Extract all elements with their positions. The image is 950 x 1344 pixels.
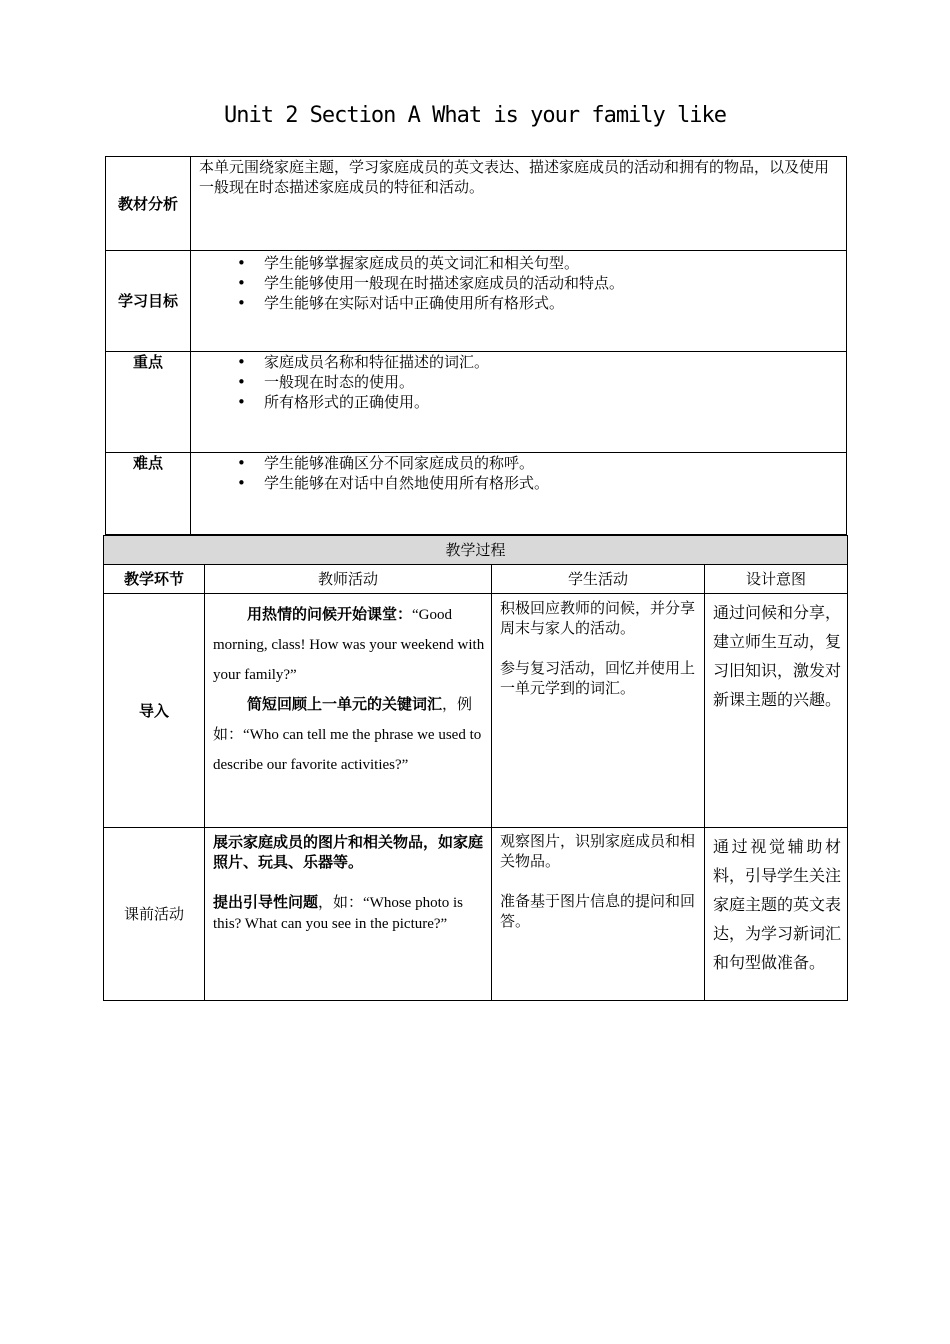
difficulties-list: [199, 453, 838, 493]
list-item: • 学生能够准确区分不同家庭成员的称呼。: [264, 453, 838, 473]
column-header: 教学环节: [104, 565, 205, 594]
teacher-activity-bold: 简短回顾上一单元的关键词汇: [247, 695, 443, 713]
objectives-cell: [191, 251, 847, 352]
student-activity-cell: [492, 828, 705, 1001]
stage-cell: 导入: [104, 594, 205, 828]
page-title: Unit 2 Section A What is your family like: [223, 103, 727, 128]
list-item: • 学生能够在实际对话中正确使用所有格形式。: [264, 293, 838, 313]
student-activity-text: 准备基于图片信息的提问和回答。: [500, 894, 696, 930]
overview-table: [105, 156, 847, 535]
key-points-cell: [191, 352, 847, 453]
student-activity-cell: [492, 594, 705, 828]
teacher-activity-bold: 展示家庭成员的图片和相关物品，如家庭照片、玩具、乐器等。: [213, 833, 484, 871]
teaching-process-table: [103, 535, 848, 1001]
difficulties-label: 难点: [106, 453, 191, 535]
list-item: • 学生能够使用一般现在时描述家庭成员的活动和特点。: [264, 273, 838, 293]
analysis-label: 教材分析: [106, 157, 191, 251]
student-activity-text: 积极回应教师的问候，并分享周末与家人的活动。: [500, 599, 696, 637]
key-points-label: 重点: [106, 352, 191, 453]
list-item: • 一般现在时态的使用。: [264, 372, 838, 392]
list-item: • 所有格形式的正确使用。: [264, 392, 838, 412]
design-intent-cell: 通过问候和分享，建立师生互动，复习旧知识，激发对新课主题的兴趣。: [705, 594, 848, 828]
stage-cell: 课前活动: [104, 828, 205, 1001]
table-row: [104, 828, 848, 1001]
teacher-activity-bold: 提出引导性问题: [213, 893, 319, 911]
teacher-activity-cell: [205, 828, 492, 1001]
teacher-activity-text: “Good morning, class! How was your weekend with your family?”: [213, 607, 485, 683]
objectives-list: [199, 251, 838, 313]
design-intent-cell: 通过视觉辅助材料，引导学生关注家庭主题的英文表达，为学习新词汇和句型做准备。: [705, 828, 848, 1001]
column-header: 设计意图: [705, 565, 848, 594]
column-header: 学生活动: [492, 565, 705, 594]
objectives-label: 学习目标: [106, 251, 191, 352]
teacher-activity-text: ，如：“Whose photo is this? What can you see in the picture?”: [213, 895, 463, 932]
key-points-list: [199, 352, 838, 412]
analysis-row: [106, 157, 847, 251]
student-activity-text: 观察图片，识别家庭成员和相关物品。: [500, 834, 696, 870]
key-points-row: [106, 352, 847, 453]
teacher-activity-text: ，例如：“Who can tell me the phrase we used to describe our favorite activities?”: [213, 697, 482, 773]
analysis-text: 本单元围绕家庭主题，学习家庭成员的英文表达、描述家庭成员的活动和拥有的物品，以及使用一般现在时态描述家庭成员的特征和活动。: [191, 157, 847, 251]
difficulties-row: [106, 453, 847, 535]
teacher-activity-cell: [205, 594, 492, 828]
list-item: • 学生能够掌握家庭成员的英文词汇和相关句型。: [264, 253, 838, 273]
list-item: • 家庭成员名称和特征描述的词汇。: [264, 352, 838, 372]
list-item: • 学生能够在对话中自然地使用所有格形式。: [264, 473, 838, 493]
objectives-row: [106, 251, 847, 352]
process-header: 教学过程: [104, 536, 848, 565]
teacher-activity-bold: 用热情的问候开始课堂：: [247, 605, 413, 623]
student-activity-text: 参与复习活动，回忆并使用上一单元学到的词汇。: [500, 659, 696, 697]
difficulties-cell: [191, 453, 847, 535]
table-row: [104, 594, 848, 828]
column-header: 教师活动: [205, 565, 492, 594]
